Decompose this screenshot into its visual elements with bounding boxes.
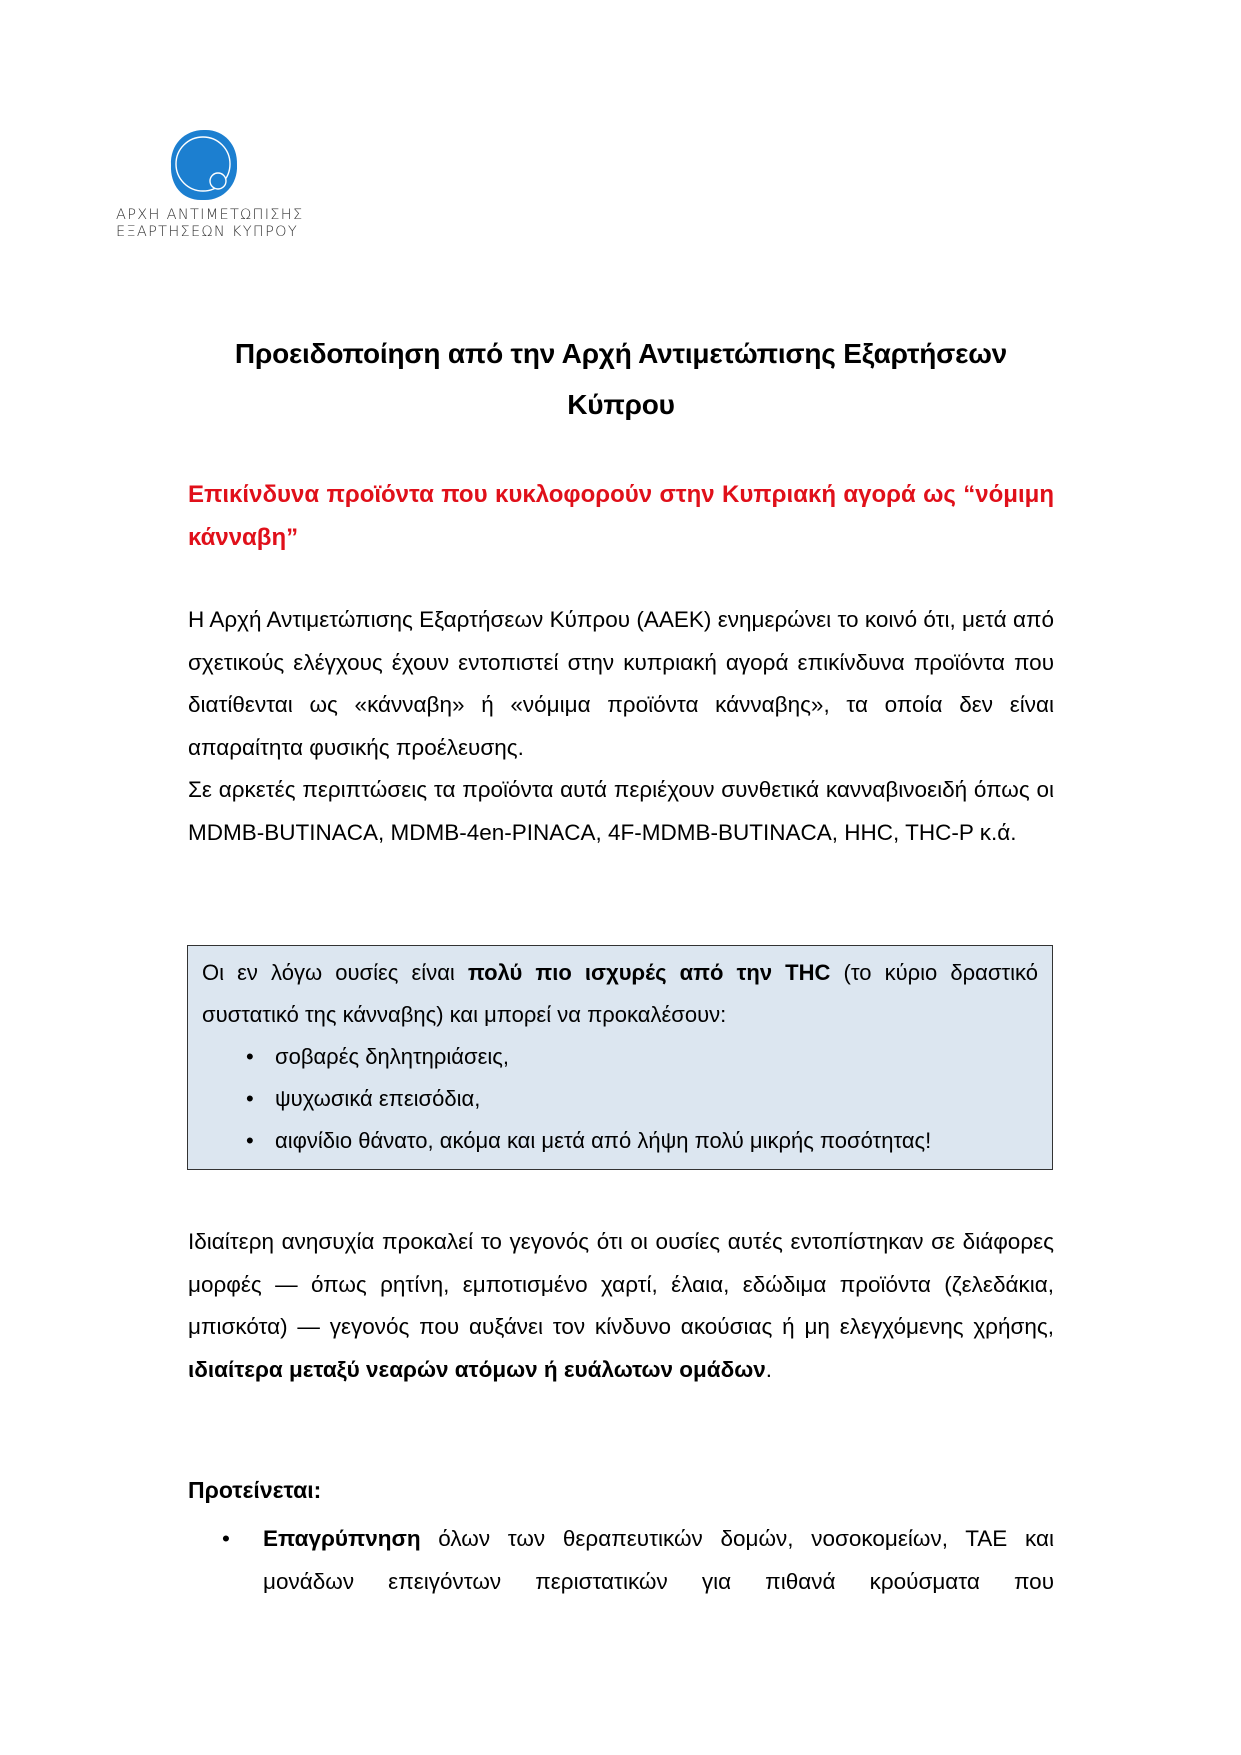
intro-sentence-1: Η Αρχή Αντιμετώπισης Εξαρτήσεων Κύπρου (ΑΑΕΚ) ενημερώνει το κοινό ότι, μετά από σχετικούς ελέγχους έχουν εντοπιστεί στην κυπριακή αγορά επικίνδυνα προϊόντα που διατίθενται ως «κάνναβη» ή «νόμιμα προϊόντα κάνναβης», τα οποία δεν είναι απαραίτητα φυσικής προέλευσης. xyxy=(188,607,1054,760)
warning-list-item: • σοβαρές δηλητηριάσεις, xyxy=(202,1036,1038,1078)
recommendation-item-lead: Επαγρύπνηση xyxy=(263,1526,421,1551)
concern-paragraph xyxy=(188,1221,1054,1391)
intro-sentence-2: Σε αρκετές περιπτώσεις τα προϊόντα αυτά περιέχουν συνθετικά κανναβινοειδή όπως οι MDMB-BUTINACA, MDMB-4en-PINACA, 4F-MDMB-BUTINACA, HHC, THC-P κ.ά. xyxy=(188,777,1054,845)
title-line-2: Κύπρου xyxy=(567,389,675,420)
concern-text xyxy=(188,1221,1054,1391)
warning-list-item: • αιφνίδιο θάνατο, ακόμα και μετά από λήψη πολύ μικρής ποσότητας! xyxy=(202,1120,1038,1162)
subtitle: Επικίνδυνα προϊόντα που κυκλοφορούν στην Κυπριακή αγορά ως “νόμιμη κάνναβη” xyxy=(188,481,1054,551)
recommendation-item-text: όλων των θεραπευτικών δομών, νοσοκομείων, ΤΑΕ και μονάδων επειγόντων περιστατικών για πιθανά κρούσματα που xyxy=(263,1526,1054,1594)
title-line-1: Προειδοποίηση από την Αρχή Αντιμετώπισης Εξαρτήσεων xyxy=(234,338,1008,369)
recommendation-item xyxy=(188,1518,1054,1603)
warning-intro xyxy=(202,952,1038,1036)
warning-box xyxy=(187,945,1053,1170)
page-title xyxy=(188,328,1054,430)
intro-paragraph xyxy=(188,599,1054,854)
warning-intro-text-end: (το κύριο δραστικό συστατικό της κάνναβης) και μπορεί να προκαλέσουν: xyxy=(202,960,1038,1027)
recommendations-list xyxy=(188,1518,1054,1603)
organization-logo xyxy=(116,128,304,240)
logo-wordmark xyxy=(116,207,304,241)
warning-intro-text: Οι εν λόγω ουσίες είναι xyxy=(202,960,468,985)
logo-line-2: ΕΞΑΡΤΗΣΕΩΝ ΚΥΠΡΟΥ xyxy=(116,224,298,240)
warning-list xyxy=(202,1036,1038,1162)
warning-list-item: • ψυχωσικά επεισόδια, xyxy=(202,1078,1038,1120)
logo-line-1: ΑΡΧΗ ΑΝΤΙΜΕΤΩΠΙΣΗΣ xyxy=(116,207,304,223)
warning-intro-emphasis: πολύ πιο ισχυρές από την THC xyxy=(467,960,831,985)
concern-text-end: . xyxy=(765,1356,773,1382)
concern-text-emphasis: ιδιαίτερα μεταξύ νεαρών ατόμων ή ευάλωτων ομάδων xyxy=(188,1356,766,1382)
logo-emblem-icon xyxy=(168,128,240,204)
concern-text-main: Ιδιαίτερη ανησυχία προκαλεί το γεγονός ότι οι ουσίες αυτές εντοπίστηκαν σε διάφορες μορφές — όπως ρητίνη, εμποτισμένο χαρτί, έλαια, εδώδιμα προϊόντα (ζελεδάκια, μπισκότα) — γεγονός που αυξάνει τον κίνδυνο ακούσιας ή μη ελεγχόμενης χρήσης, xyxy=(188,1229,1054,1339)
recommendations-heading: Προτείνεται: xyxy=(188,1477,322,1503)
